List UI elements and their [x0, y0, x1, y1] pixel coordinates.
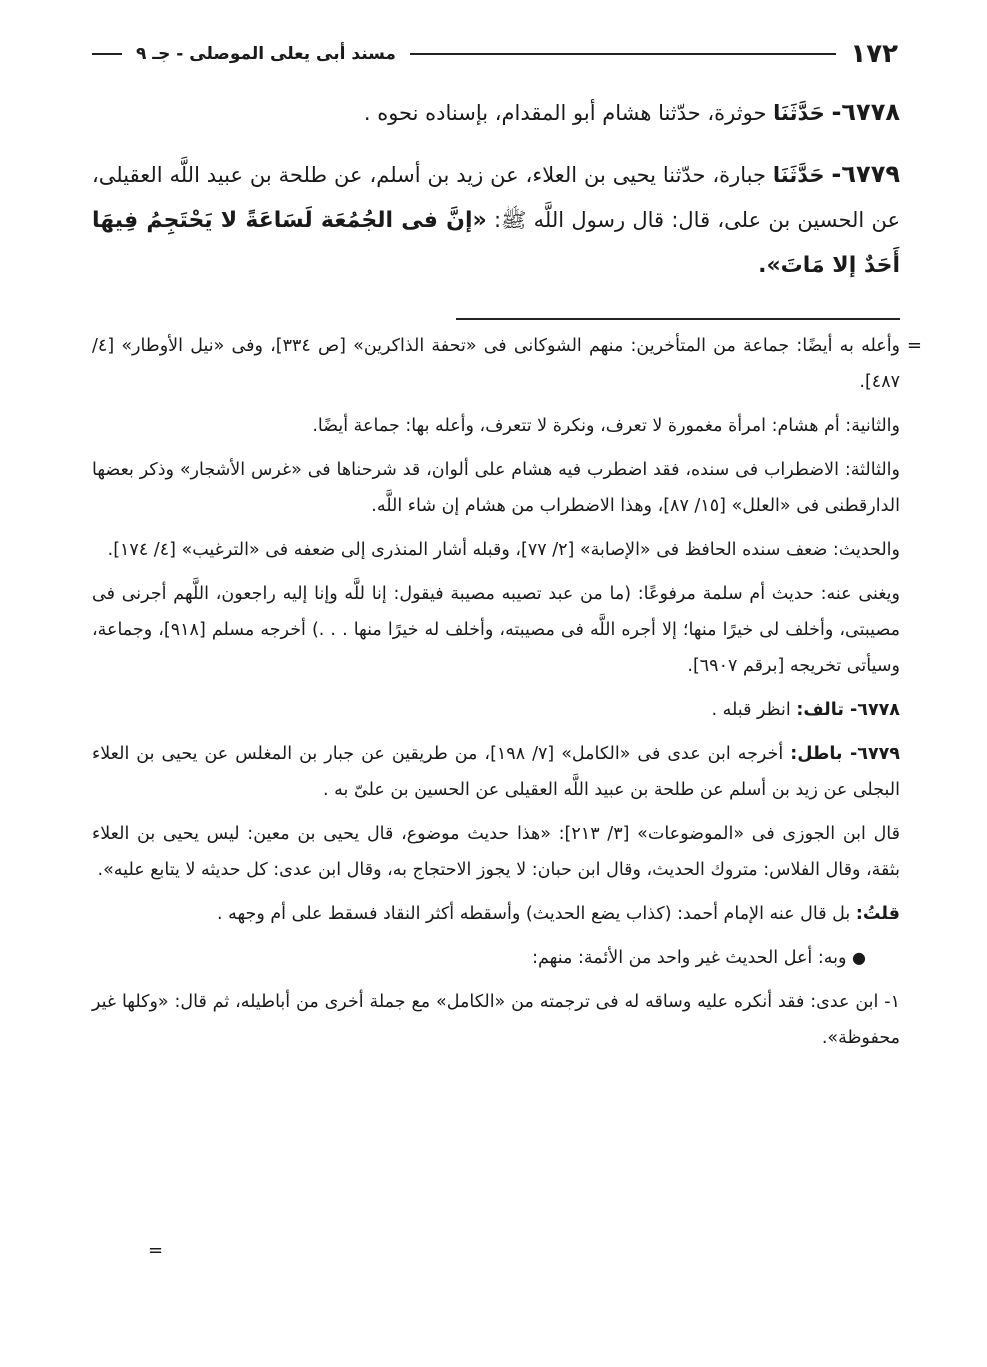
note-paragraph — [92, 576, 900, 684]
hadith-text — [92, 90, 900, 304]
footnote-separator — [456, 318, 900, 320]
page-header — [92, 34, 898, 74]
hadith-number: ٦٧٧٨- — [831, 98, 900, 126]
note-paragraph — [92, 896, 900, 932]
continuation-mark: = — [148, 1240, 164, 1261]
note-text: ١- ابن عدى: فقد أنكره عليه وساقه له فى ترجمته من «الكامل» مع جملة أخرى من أباطيله، ثم قال: «وكلها غير محفوظة». — [92, 992, 900, 1048]
note-label: ٦٧٧٨- تالف: — [796, 700, 900, 720]
note-text: والثانية: أم هشام: امرأة مغمورة لا تعرف، ونكرة لا تتعرف، وأعله بها: جماعة أيضًا. — [312, 416, 900, 436]
note-text: وأعله به أيضًا: جماعة من المتأخرين: منهم الشوكانى فى «تحفة الذاكرين» [ص ٣٣٤]، وفى «نيل الأوطار» [٤/ ٤٨٧]. — [92, 336, 901, 392]
running-title: مسند أبى يعلى الموصلى - جـ ٩ — [136, 44, 396, 64]
hadith-6779 — [92, 152, 900, 288]
note-paragraph — [92, 452, 900, 524]
note-label: ٦٧٧٩- باطل: — [790, 744, 900, 764]
note-text: والحديث: ضعف سنده الحافظ فى «الإصابة» [٢/ ٧٧]، وقبله أشار المنذرى إلى ضعفه فى «الترغيب» [٤/ ١٧٤]. — [107, 540, 900, 560]
footnotes — [92, 328, 922, 1064]
note-text: والثالثة: الاضطراب فى سنده، فقد اضطرب فيه هشام على ألوان، قد شرحناها فى «غرس الأشجار» وذكر بعضها الدارقطنى فى «العلل» [١٥/ ٨٧]، وهذا الاضطراب من هشام إن شاء اللَّه. — [92, 460, 900, 516]
header-rule — [410, 53, 836, 55]
note-paragraph — [92, 408, 900, 444]
bullet-icon: ● — [852, 948, 866, 967]
note-text: قال ابن الجوزى فى «الموضوعات» [٣/ ٢١٣]: «هذا حديث موضوع، قال يحيى بن معين: ليس يحيى بن العلاء بثقة، وقال الفلاس: متروك الحديث، وقال ابن حبان: لا يجوز الاحتجاج به، وقال ابن عدى: كل حديثه لا يتابع عليه». — [92, 824, 900, 880]
hadith-body: جبارة، حدّثنا يحيى بن العلاء، عن زيد بن أسلم، عن طلحة بن عبيد اللَّه العقيلى، عن الحسين بن على، قال: قال رسول اللَّه ﷺ: — [92, 163, 900, 232]
note-text: بل قال عنه الإمام أحمد: (كذاب يضع الحديث) وأسقطه أكثر النقاد فسقط على أم وجهه . — [216, 904, 851, 924]
note-paragraph — [92, 328, 922, 400]
note-paragraph — [92, 940, 900, 976]
note-paragraph — [92, 692, 900, 728]
continuation-mark: = — [906, 335, 922, 356]
hadith-opener: حَدَّثَنَا — [773, 101, 825, 125]
note-label: قلتُ: — [855, 904, 900, 924]
note-text: ويغنى عنه: حديث أم سلمة مرفوعًا: (ما من عبد تصيبه مصيبة فيقول: إنا للَّه وإنا إليه راجعون، اللَّهم أجرنى فى مصيبتى، وأخلف لى خيرًا منها؛ إلا أجره اللَّه فى مصيبته، وأخلف له خيرًا منها . . .) أخرجه مسلم [٩١٨]، وجماعة، وسيأتى تخريجه [برقم ٦٩٠٧]. — [92, 584, 901, 676]
note-text: أخرجه ابن عدى فى «الكامل» [٧/ ١٩٨]، من طريقين عن جبار بن المغلس عن يحيى بن العلاء البجلى عن زيد بن أسلم عن طلحة بن عبيد اللَّه العقيلى عن الحسين بن علىّ به . — [92, 744, 900, 800]
header-dash — [92, 53, 122, 55]
note-paragraph — [92, 532, 900, 568]
hadith-body: حوثرة، حدّثنا هشام أبو المقدام، بإسناده نحوه . — [363, 101, 767, 125]
note-paragraph — [92, 984, 900, 1056]
note-paragraph — [92, 816, 900, 888]
note-paragraph — [92, 736, 900, 808]
note-text: وبه: أعل الحديث غير واحد من الأئمة: منهم: — [532, 948, 847, 968]
hadith-opener: حَدَّثَنَا — [772, 163, 825, 187]
hadith-quote: «إنَّ فى الجُمُعَة لَسَاعَةً لا يَحْتَجِمُ فِيهَا أَحَدٌ إلا مَاتَ». — [92, 208, 900, 278]
page-number: ١٧٢ — [850, 39, 898, 69]
hadith-6778 — [92, 90, 900, 136]
hadith-number: ٦٧٧٩- — [831, 160, 900, 188]
note-text: انظر قبله . — [711, 700, 791, 720]
